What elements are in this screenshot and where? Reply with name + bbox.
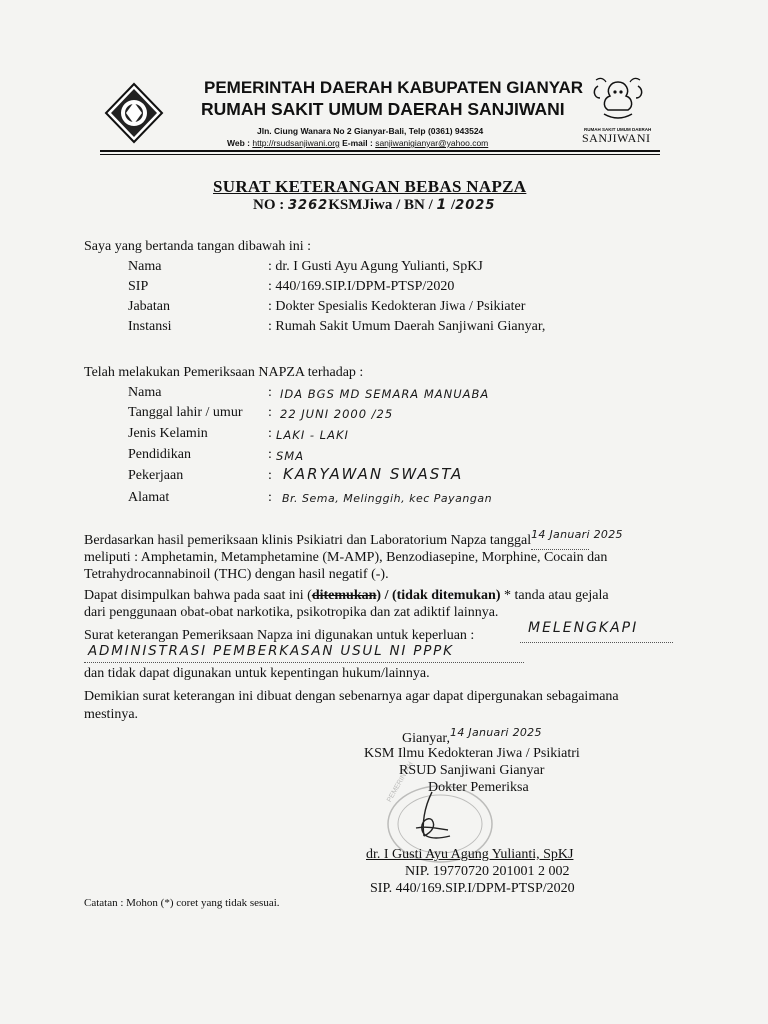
handwritten-signature: [402, 788, 492, 848]
header-hospital: RUMAH SAKIT UMUM DAERAH SANJIWANI: [201, 99, 565, 119]
patient-education-label: Pendidikan: [128, 447, 191, 462]
purpose-dotted-line2: [84, 662, 524, 663]
website-link[interactable]: http://rsudsanjiwani.org: [252, 138, 340, 148]
patient-occupation-value: KARYAWAN SWASTA: [283, 465, 464, 483]
closing-paragraph-line2: mestinya.: [84, 707, 139, 722]
document-number: NO : 3262KSMJiwa / BN / 1 /2025: [253, 197, 496, 213]
footnote: Catatan : Mohon (*) coret yang tidak sesuai.: [84, 897, 280, 909]
purpose-handwritten-1: MELENGKAPI: [528, 620, 639, 636]
header-address: Jln. Ciung Wanara No 2 Gianyar-Bali, Telp (0361) 943524: [257, 126, 484, 136]
signer-position-label: Jabatan: [128, 299, 170, 314]
patient-dob-colon: :: [268, 405, 272, 420]
patient-gender-label: Jenis Kelamin: [128, 426, 208, 441]
patient-gender-value: LAKI - LAKI: [276, 428, 349, 442]
purpose-line3: dan tidak dapat digunakan untuk kepentingan hukum/lainnya.: [84, 666, 430, 681]
doctor-name: dr. I Gusti Ayu Agung Yulianti, SpKJ: [366, 847, 574, 862]
patient-occupation-label: Pekerjaan: [128, 468, 184, 483]
patient-address-value: Br. Sema, Melinggih, kec Payangan: [282, 492, 493, 505]
doctor-sip: SIP. 440/169.SIP.I/DPM-PTSP/2020: [370, 881, 575, 896]
struck-found: ditemukan: [311, 588, 377, 603]
signature-dept: KSM Ilmu Kedokteran Jiwa / Psikiatri: [364, 746, 580, 761]
signer-sip-value: : 440/169.SIP.I/DPM-PTSP/2020: [268, 279, 455, 294]
signature-role: Dokter Pemeriksa: [428, 780, 529, 795]
sign-date-handwritten: 14 Januari 2025: [450, 726, 542, 739]
conclusion-line2: dari penggunaan obat-obat narkotika, psikotropika dan zat adiktif lainnya.: [84, 605, 499, 620]
patient-education-colon: :: [268, 447, 272, 462]
signer-position-value: : Dokter Spesialis Kedokteran Jiwa / Psikiater: [268, 299, 526, 314]
signer-name-label: Nama: [128, 259, 162, 274]
exam-intro-text: Telah melakukan Pemeriksaan NAPZA terhadap :: [84, 365, 364, 380]
header-web-line: Web : http://rsudsanjiwani.org E-mail : sanjiwanigianyar@yahoo.com: [227, 138, 489, 148]
purpose-dotted-line1: [520, 642, 673, 643]
patient-address-label: Alamat: [128, 490, 170, 505]
patient-name-colon: :: [268, 385, 272, 400]
result-paragraph-line3: Tetrahydrocannabinoil (THC) dengan hasil negatif (-).: [84, 567, 389, 582]
sanjiwani-logo-caption-small: RUMAH SAKIT UMUM DAERAH: [584, 127, 652, 132]
patient-occupation-colon: :: [268, 468, 272, 483]
exam-date-handwritten: 14 Januari 2025: [531, 528, 623, 541]
stamp-text: PEMERINTAH: [386, 760, 415, 804]
email-link[interactable]: sanjiwanigianyar@yahoo.com: [375, 138, 489, 148]
signer-sip-label: SIP: [128, 279, 149, 294]
document-title: SURAT KETERANGAN BEBAS NAPZA: [213, 177, 527, 196]
header-rule-thick: [100, 150, 660, 152]
patient-name-value: IDA BGS MD SEMARA MANUABA: [280, 387, 490, 401]
signer-name-value: : dr. I Gusti Ayu Agung Yulianti, SpKJ: [268, 259, 483, 274]
signer-institution-value: : Rumah Sakit Umum Daerah Sanjiwani Gianyar,: [268, 319, 546, 334]
gianyar-emblem-logo: [104, 82, 164, 144]
closing-paragraph-line1: Demikian surat keterangan ini dibuat dengan sebenarnya agar dapat dipergunakan sebagaimana: [84, 689, 619, 704]
sanjiwani-logo: [578, 76, 658, 126]
purpose-line1: Surat keterangan Pemeriksaan Napza ini digunakan untuk keperluan :: [84, 628, 475, 643]
signature-place-date: Gianyar,$^{14 Januari 2025}$: [402, 726, 542, 746]
result-paragraph-line1: Berdasarkan hasil pemeriksaan klinis Psikiatri dan Laboratorium Napza tanggal 14 Januari 2025: [84, 528, 623, 548]
patient-gender-colon: :: [268, 426, 272, 441]
patient-dob-value: 22 JUNI 2000 /25: [280, 407, 394, 421]
not-found-option: (tidak ditemukan): [391, 588, 501, 603]
patient-education-value: SMA: [276, 449, 305, 463]
doctor-nip: NIP. 19770720 201001 2 002: [405, 864, 570, 879]
result-paragraph-line2: meliputi : Amphetamin, Metamphetamine (M-AMP), Benzodiasepine, Morphine, Cocain dan: [84, 550, 608, 565]
signer-institution-label: Instansi: [128, 319, 172, 334]
conclusion-line1: Dapat disimpulkan bahwa pada saat ini (ditemukan) / (tidak ditemukan) * tanda atau gejala: [84, 588, 609, 603]
signature-hospital: RSUD Sanjiwani Gianyar: [399, 763, 545, 778]
header-government: PEMERINTAH DAERAH KABUPATEN GIANYAR: [204, 78, 584, 97]
patient-name-label: Nama: [128, 385, 162, 400]
purpose-handwritten-2: ADMINISTRASI PEMBERKASAN USUL NI PPPK: [88, 643, 454, 659]
patient-address-colon: :: [268, 490, 272, 505]
patient-dob-label: Tanggal lahir / umur: [128, 405, 243, 420]
sanjiwani-logo-caption: SANJIWANI: [582, 131, 651, 145]
intro-text: Saya yang bertanda tangan dibawah ini :: [84, 239, 312, 254]
header-rule-thin: [100, 154, 660, 155]
